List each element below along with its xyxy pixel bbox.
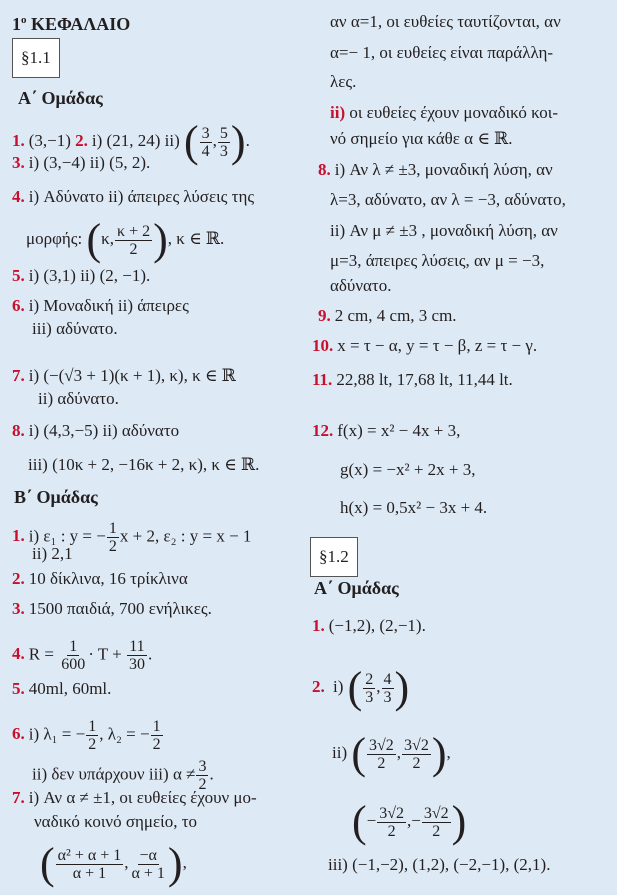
answer-a3: 3. i) (3,−4) ii) (5, 2). — [12, 153, 151, 172]
answer-b7-line2: ναδικό κοινό σημείο, το — [34, 812, 198, 831]
answer-a7-line1: 7. i) (−(√3 + 1)(κ + 1), κ), κ ∈ ℝ — [12, 366, 236, 385]
answer-a6-line2: iii) αδύνατο. — [32, 319, 118, 338]
answer-a6-line1: 6. i) Μοναδική ii) άπειρες — [12, 296, 189, 315]
chapter-title: $1^o$ ΚΕΦΑΛΑΙΟ — [12, 14, 131, 34]
b7-continued-3: λες. — [330, 72, 357, 91]
section-box-1-1: §1.1 — [12, 38, 60, 78]
answer-a8-line1: 8. i) (4,3,−5) ii) αδύνατο — [12, 421, 180, 440]
answer-r12-f: 12. f(x) = x² − 4x + 3, — [312, 421, 461, 440]
answer-b1-line1: 1. i) ε₁ : y = − $\frac{1}{2}$ x + 2, ε₂ : y = x − 1 — [12, 520, 252, 555]
answer-r9: 9. 2 cm, 4 cm, 3 cm. — [318, 306, 457, 325]
answer-a8-line2: iii) (10κ + 2, −16κ + 2, κ), κ ∈ ℝ. — [28, 455, 260, 474]
answer-r10: 10. x = τ − α, y = τ − β, z = τ − γ. — [312, 336, 538, 355]
b7-ii-line2: νό σημείο για κάθε α ∈ ℝ. — [330, 129, 513, 148]
answer-b7-line1: 7. i) Αν α ≠ ±1, οι ευθείες έχουν μο- — [12, 788, 257, 807]
group-b-heading: Β΄ Ομάδας — [14, 487, 98, 507]
answer-a4-line2: μορφής: (κ, $\frac{\kappa + 2}{2}$ ), κ ∈ ℝ. — [26, 215, 225, 264]
b7-ii-line1: ii) οι ευθείες έχουν μοναδικό κοι- — [330, 103, 559, 122]
answer-r8-line2: λ=3, αδύνατο, αν λ = −3, αδύνατο, — [330, 190, 566, 209]
answer-b4: 4. R = $\frac{1}{600}$ · T + $\frac{11}{30}$ . — [12, 638, 153, 673]
answer-a1-a2: 1. (3,−1) 2. i) (21, 24) ii) ( $\frac{3}{4}$ , $\frac{5}{3}$ ). — [12, 117, 250, 166]
answer-a4-line1: 4. i) Αδύνατο ii) άπειρες λύσεις της — [12, 187, 255, 206]
answer-b7-point: ( $\frac{\text{α² + α + 1}}{\alpha + 1}$ , $\frac{-\alpha}{\alpha + 1}$ ), — [40, 839, 187, 888]
group-a2-heading: Α΄ Ομάδας — [314, 578, 399, 598]
answer-r8-line1: 8. i) Αν λ ≠ ±3, μοναδική λύση, αν — [318, 160, 553, 179]
group-a-heading: Α΄ Ομάδας — [18, 88, 103, 108]
answer-s2-ii-first: ii) ( $\frac{3√2}{2}$ , $\frac{3√2}{2}$ ), — [332, 729, 451, 778]
answer-a5: 5. i) (3,1) ii) (2, −1). — [12, 266, 151, 285]
answer-b1-line2: ii) 2,1 — [32, 544, 73, 563]
answer-b5: 5. 40ml, 60ml. — [12, 679, 112, 698]
answer-r11: 11. 22,88 lt, 17,68 lt, 11,44 lt. — [312, 370, 513, 389]
answer-r12-h: h(x) = 0,5x² − 3x + 4. — [340, 498, 488, 517]
b7-continued-1: αν α=1, οι ευθείες ταυτίζονται, αν — [330, 12, 561, 31]
answer-b3: 3. 1500 παιδιά, 700 ενήλικες. — [12, 599, 212, 618]
answer-r8-line5: αδύνατο. — [330, 276, 392, 295]
answer-s2-iii: iii) (−1,−2), (1,2), (−2,−1), (2,1). — [328, 855, 551, 874]
section-box-1-2: §1.2 — [310, 537, 358, 577]
answer-b2: 2. 10 δίκλινα, 16 τρίκλινα — [12, 569, 188, 588]
answer-s2-ii-second: (− $\frac{3√2}{2}$ ,− $\frac{3√2}{2}$ ) — [352, 797, 467, 846]
answer-b6-line2: ii) δεν υπάρχουν iii) α ≠ $\frac{3}{2}$ . — [32, 758, 214, 793]
answer-s2-i: 2. i) ( $\frac{2}{3}$ , $\frac{4}{3}$ ) — [312, 663, 410, 712]
answer-r8-line4: μ=3, άπειρες λύσεις, αν μ = −3, — [330, 251, 545, 270]
answer-r12-g: g(x) = −x² + 2x + 3, — [340, 460, 476, 479]
answer-r8-line3: ii) Αν μ ≠ ±3 , μοναδική λύση, αν — [330, 221, 558, 240]
answer-b6-line1: 6. i) λ₁ = − $\frac{1}{2}$ , λ₂ = − $\frac{1}{2}$ — [12, 718, 161, 753]
answer-s1: 1. (−1,2), (2,−1). — [312, 616, 426, 635]
answer-a7-line2: ii) αδύνατο. — [38, 389, 119, 408]
b7-continued-2: α=− 1, οι ευθείες είναι παράλλη- — [330, 43, 554, 62]
